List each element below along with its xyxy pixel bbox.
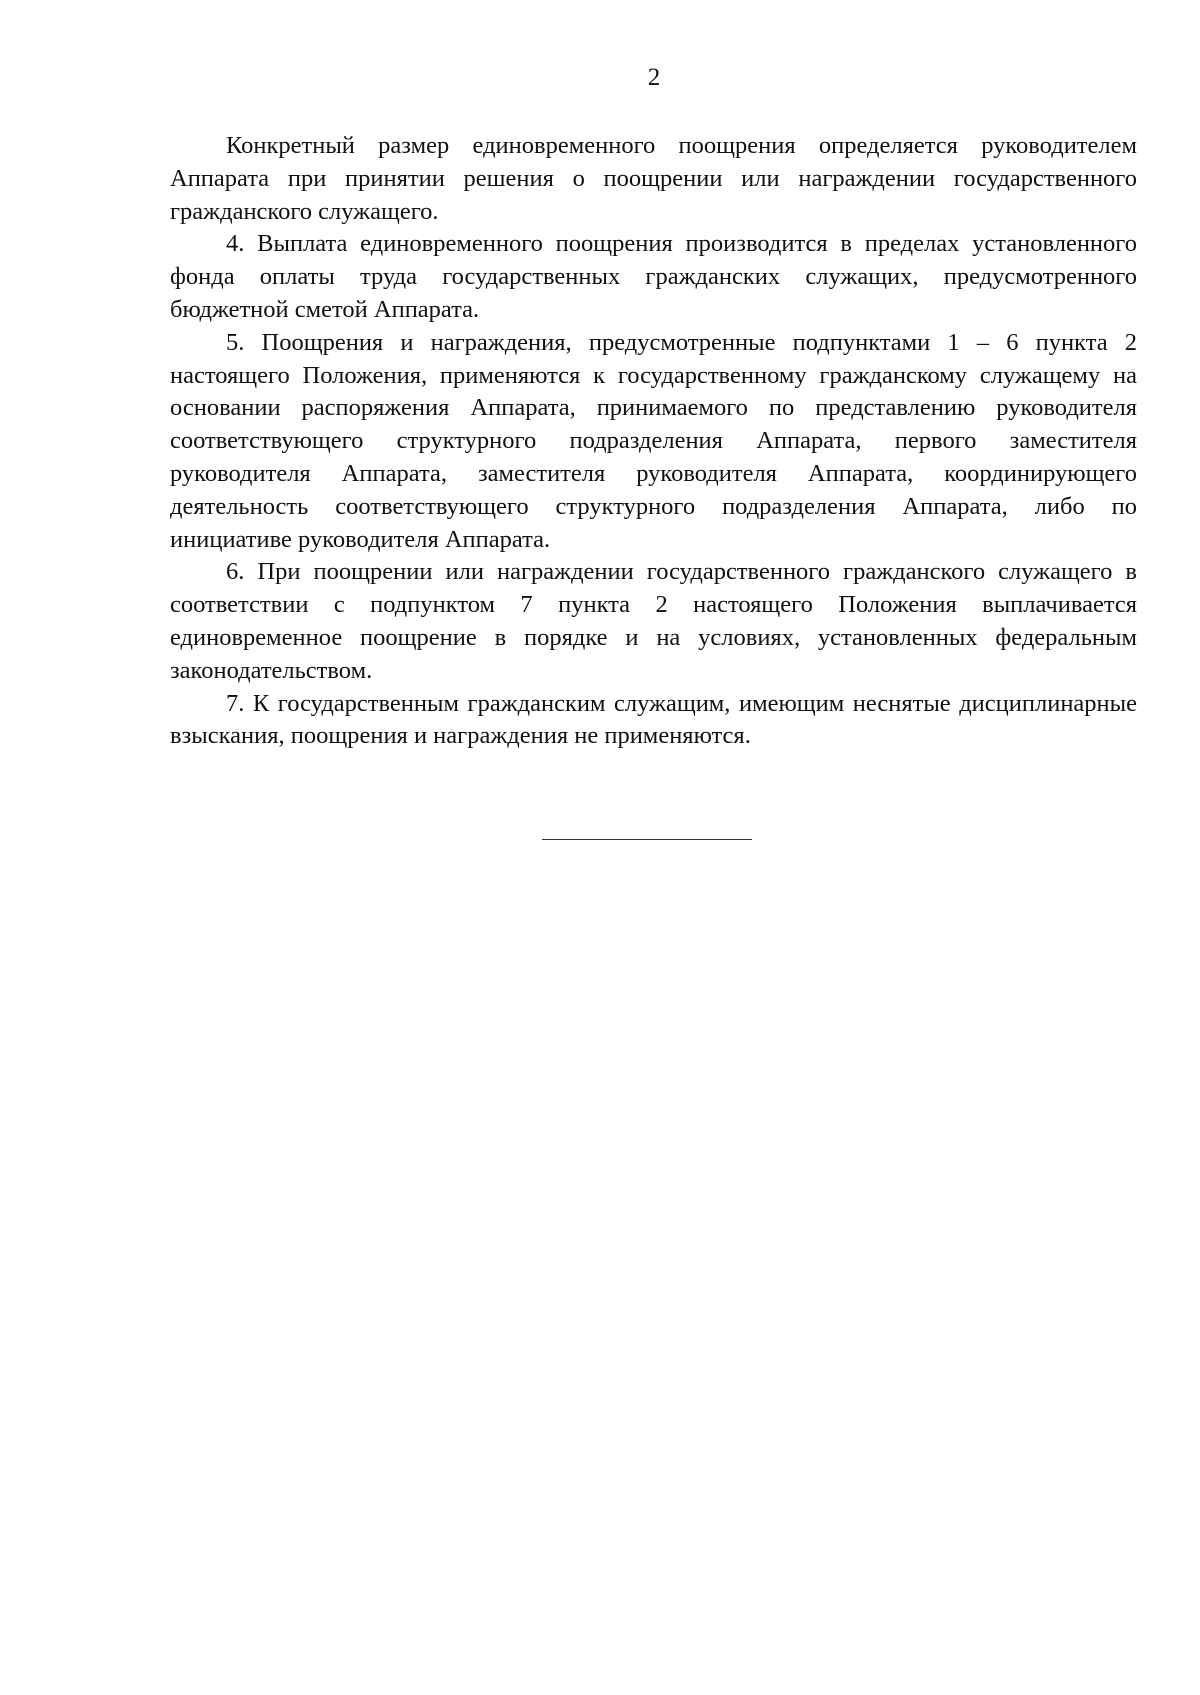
paragraph-7: 7. К государственным гражданским служащим, имеющим неснятые дисциплинарные взыскания, поощрения и награждения не применяются. (170, 689, 1137, 750)
page-number: 2 (647, 64, 661, 91)
paragraph-4: 4. Выплата единовременного поощрения производится в пределах установленного фонда оплаты труда государственных гражданских служащих, предусмотренного бюджетной сметой Аппарата. (170, 230, 1137, 323)
paragraph-5: 5. Поощрения и награждения, предусмотренные подпунктами 1 – 6 пункта 2 настоящего Положения, применяются к государственному гражданскому служащему на основании распоряжения Аппарата, принимаемого по представлению руководителя соответствующего структурного подразделения Аппарата, первого заместителя руководителя Аппарата, заместителя руководителя Аппарата, координирующего деятельность соответствующего структурного подразделения Аппарата, либо по инициативе руководителя Аппарата. (170, 328, 1137, 553)
paragraph-3-continuation: Конкретный размер единовременного поощрения определяется руководителем Аппарата при принятии решения о поощрении или награждении государственного гражданского служащего. (170, 132, 1137, 225)
end-separator-line (542, 839, 752, 840)
document-body (170, 130, 1137, 753)
paragraph-6: 6. При поощрении или награждении государственного гражданского служащего в соответствии с подпунктом 7 пункта 2 настоящего Положения выплачивается единовременное поощрение в порядке и на условиях, установленных федеральным законодательством. (170, 558, 1137, 684)
